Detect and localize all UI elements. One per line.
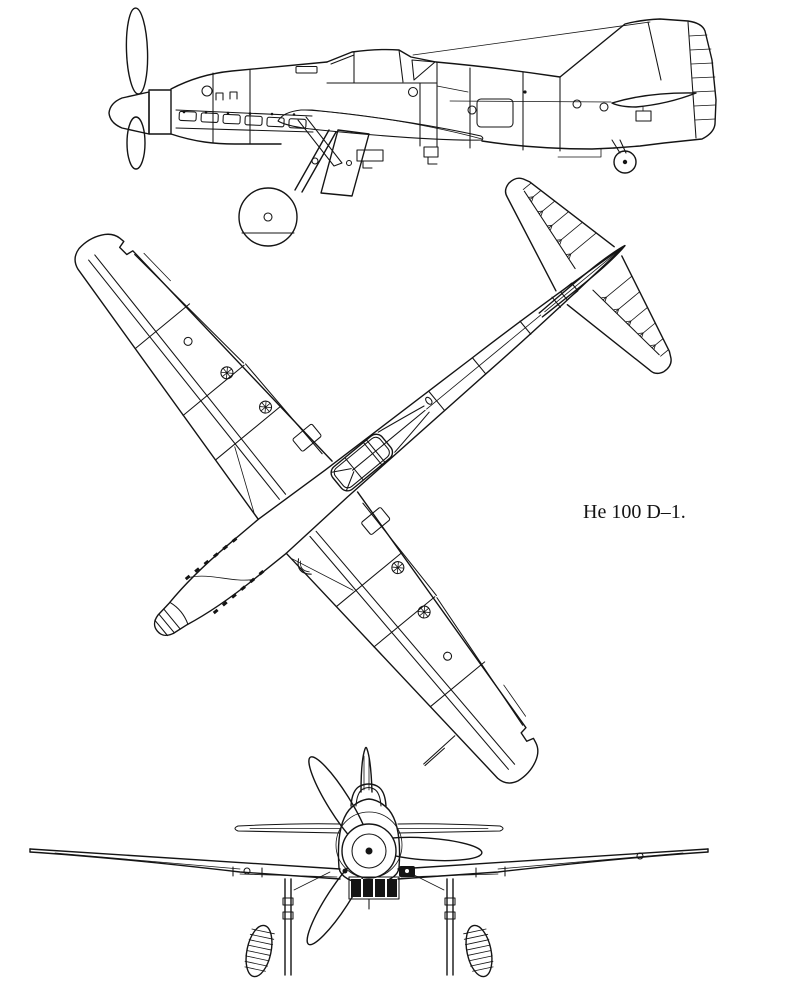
side-canopy [327,50,437,83]
side-main-gear [239,117,438,246]
side-tailplane [612,93,696,121]
tailplane-half [565,256,695,392]
wing-filler-caps [377,559,469,662]
side-panel-lines [202,22,650,151]
side-propeller [109,8,171,169]
front-details [244,853,643,874]
side-fin-rudder [560,19,716,148]
side-wing-root [278,110,483,140]
front-spinner [342,824,396,878]
front-gear [242,872,330,979]
plan-exhausts [185,537,265,615]
side-tail-wheel [558,140,636,173]
figure-caption: He 100 D–1. [583,501,686,523]
side-view [109,8,716,246]
front-view [30,748,708,979]
plan-port-details [272,554,457,766]
plan-df-loop [424,396,433,405]
plan-canopy [328,398,436,494]
